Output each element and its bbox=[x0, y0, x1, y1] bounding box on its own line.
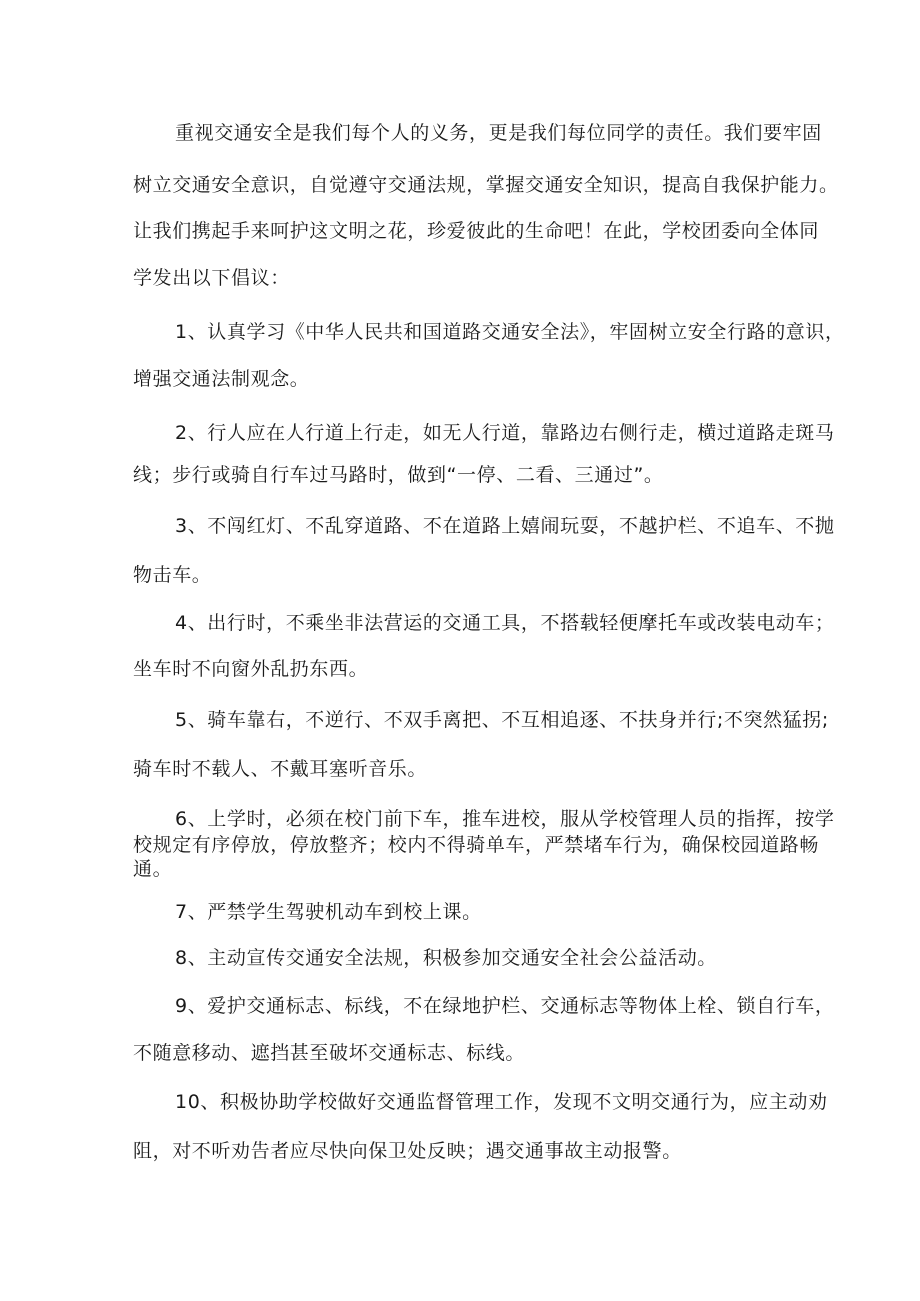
proposal-line: 增强交通法制观念。 bbox=[133, 368, 310, 390]
proposal-line: 校规定有序停放，停放整齐；校内不得骑单车，严禁堵车行为，确保校园道路畅 bbox=[133, 834, 820, 856]
proposal-line: 线；步行或骑自行车过马路时，做到“一停、二看、三通过”。 bbox=[133, 464, 664, 486]
proposal-line: 坐车时不向窗外乱扔东西。 bbox=[133, 658, 369, 680]
proposal-line: 3、不闯红灯、不乱穿道路、不在道路上嬉闹玩耍，不越护栏、不追车、不抛 bbox=[175, 515, 835, 537]
proposal-line: 4、出行时，不乘坐非法营运的交通工具，不搭载轻便摩托车或改装电动车； bbox=[175, 612, 835, 634]
proposal-line: 骑车时不载人、不戴耳塞听音乐。 bbox=[133, 758, 428, 780]
intro-line: 让我们携起手来呵护这文明之花，珍爱彼此的生命吧！在此，学校团委向全体同 bbox=[133, 220, 820, 242]
proposal-line: 1、认真学习《中华人民共和国道路交通安全法》，牢固树立安全行路的意识， bbox=[175, 321, 845, 343]
proposal-line: 2、行人应在人行道上行走，如无人行道，靠路边右侧行走，横过道路走斑马 bbox=[175, 422, 835, 444]
proposal-line: 10、积极协助学校做好交通监督管理工作，发现不文明交通行为，应主动劝 bbox=[175, 1091, 828, 1113]
proposal-line: 不随意移动、遮挡甚至破坏交通标志、标线。 bbox=[133, 1042, 526, 1064]
proposal-line: 物击车。 bbox=[133, 564, 212, 586]
proposal-line: 8、主动宣传交通安全法规，积极参加交通安全社会公益活动。 bbox=[175, 947, 717, 969]
intro-line: 重视交通安全是我们每个人的义务，更是我们每位同学的责任。我们要牢固 bbox=[175, 122, 822, 144]
intro-line: 树立交通安全意识，自觉遵守交通法规，掌握交通安全知识，提高自我保护能力。 bbox=[133, 174, 839, 196]
proposal-line: 阻，对不听劝告者应尽快向保卫处反映；遇交通事故主动报警。 bbox=[133, 1140, 682, 1162]
intro-line: 学发出以下倡议： bbox=[133, 267, 290, 289]
proposal-line: 6、上学时，必须在校门前下车，推车进校，服从学校管理人员的指挥，按学 bbox=[175, 808, 835, 830]
proposal-line: 5、骑车靠右，不逆行、不双手离把、不互相追逐、不扶身并行;不突然猛拐; bbox=[175, 709, 829, 731]
proposal-line: 9、爱护交通标志、标线，不在绿地护栏、交通标志等物体上栓、锁自行车， bbox=[175, 995, 835, 1017]
proposal-line: 7、严禁学生驾驶机动车到校上课。 bbox=[175, 901, 482, 923]
proposal-line: 通。 bbox=[133, 858, 173, 880]
